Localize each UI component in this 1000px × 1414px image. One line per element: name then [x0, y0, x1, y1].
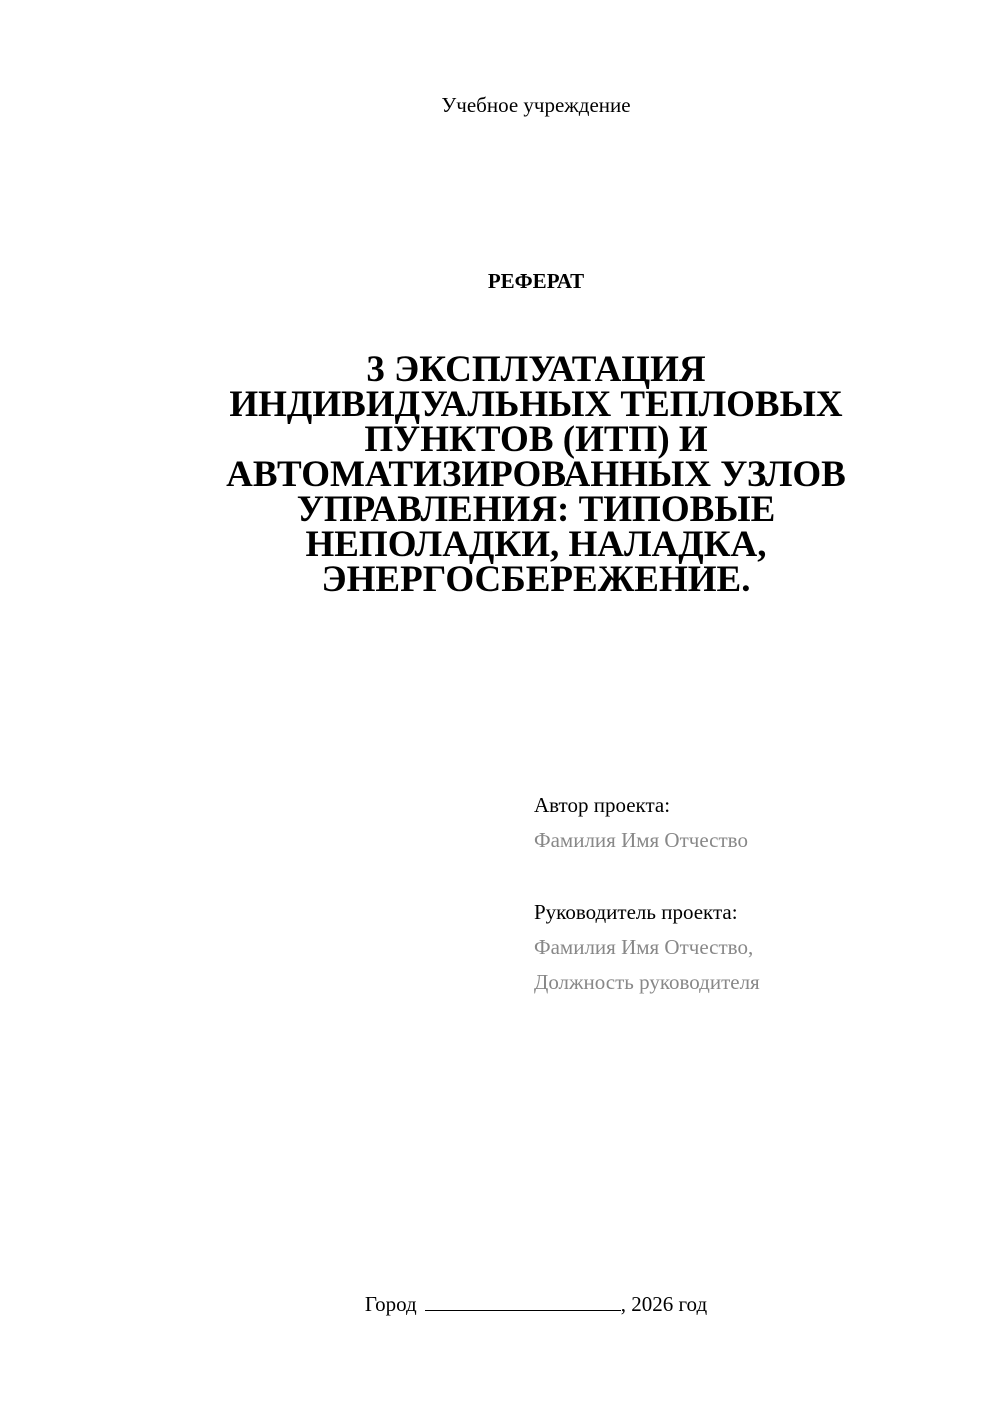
author-label: Автор проекта: — [534, 793, 671, 817]
city-year-line — [0, 1288, 1000, 1319]
document-type-label: РЕФЕРАТ — [487, 269, 585, 293]
supervisor-label: Руководитель проекта: — [534, 900, 738, 924]
year-text: , 2026 год — [620, 1292, 708, 1316]
city-label: Город — [364, 1292, 417, 1316]
supervisor-position-placeholder: Должность руководителя — [534, 970, 760, 994]
supervisor-name-placeholder: Фамилия Имя Отчество, — [534, 935, 754, 959]
authorship-block — [534, 788, 974, 1000]
document-title: 3 ЭКСПЛУАТАЦИЯ ИНДИВИДУАЛЬНЫХ ТЕПЛОВЫХ ПУНКТОВ (ИТП) И АВТОМАТИЗИРОВАННЫХ УЗЛОВ УПРАВЛЕНИЯ: ТИПОВЫЕ НЕПОЛАДКИ, НАЛАДКА, ЭНЕРГОСБЕРЕЖЕНИЕ. — [226, 349, 846, 600]
city-blank-underline — [425, 1288, 621, 1311]
institution-name: Учебное учреждение — [441, 93, 631, 117]
author-name-placeholder: Фамилия Имя Отчество — [534, 828, 748, 852]
block-spacer — [534, 858, 974, 895]
